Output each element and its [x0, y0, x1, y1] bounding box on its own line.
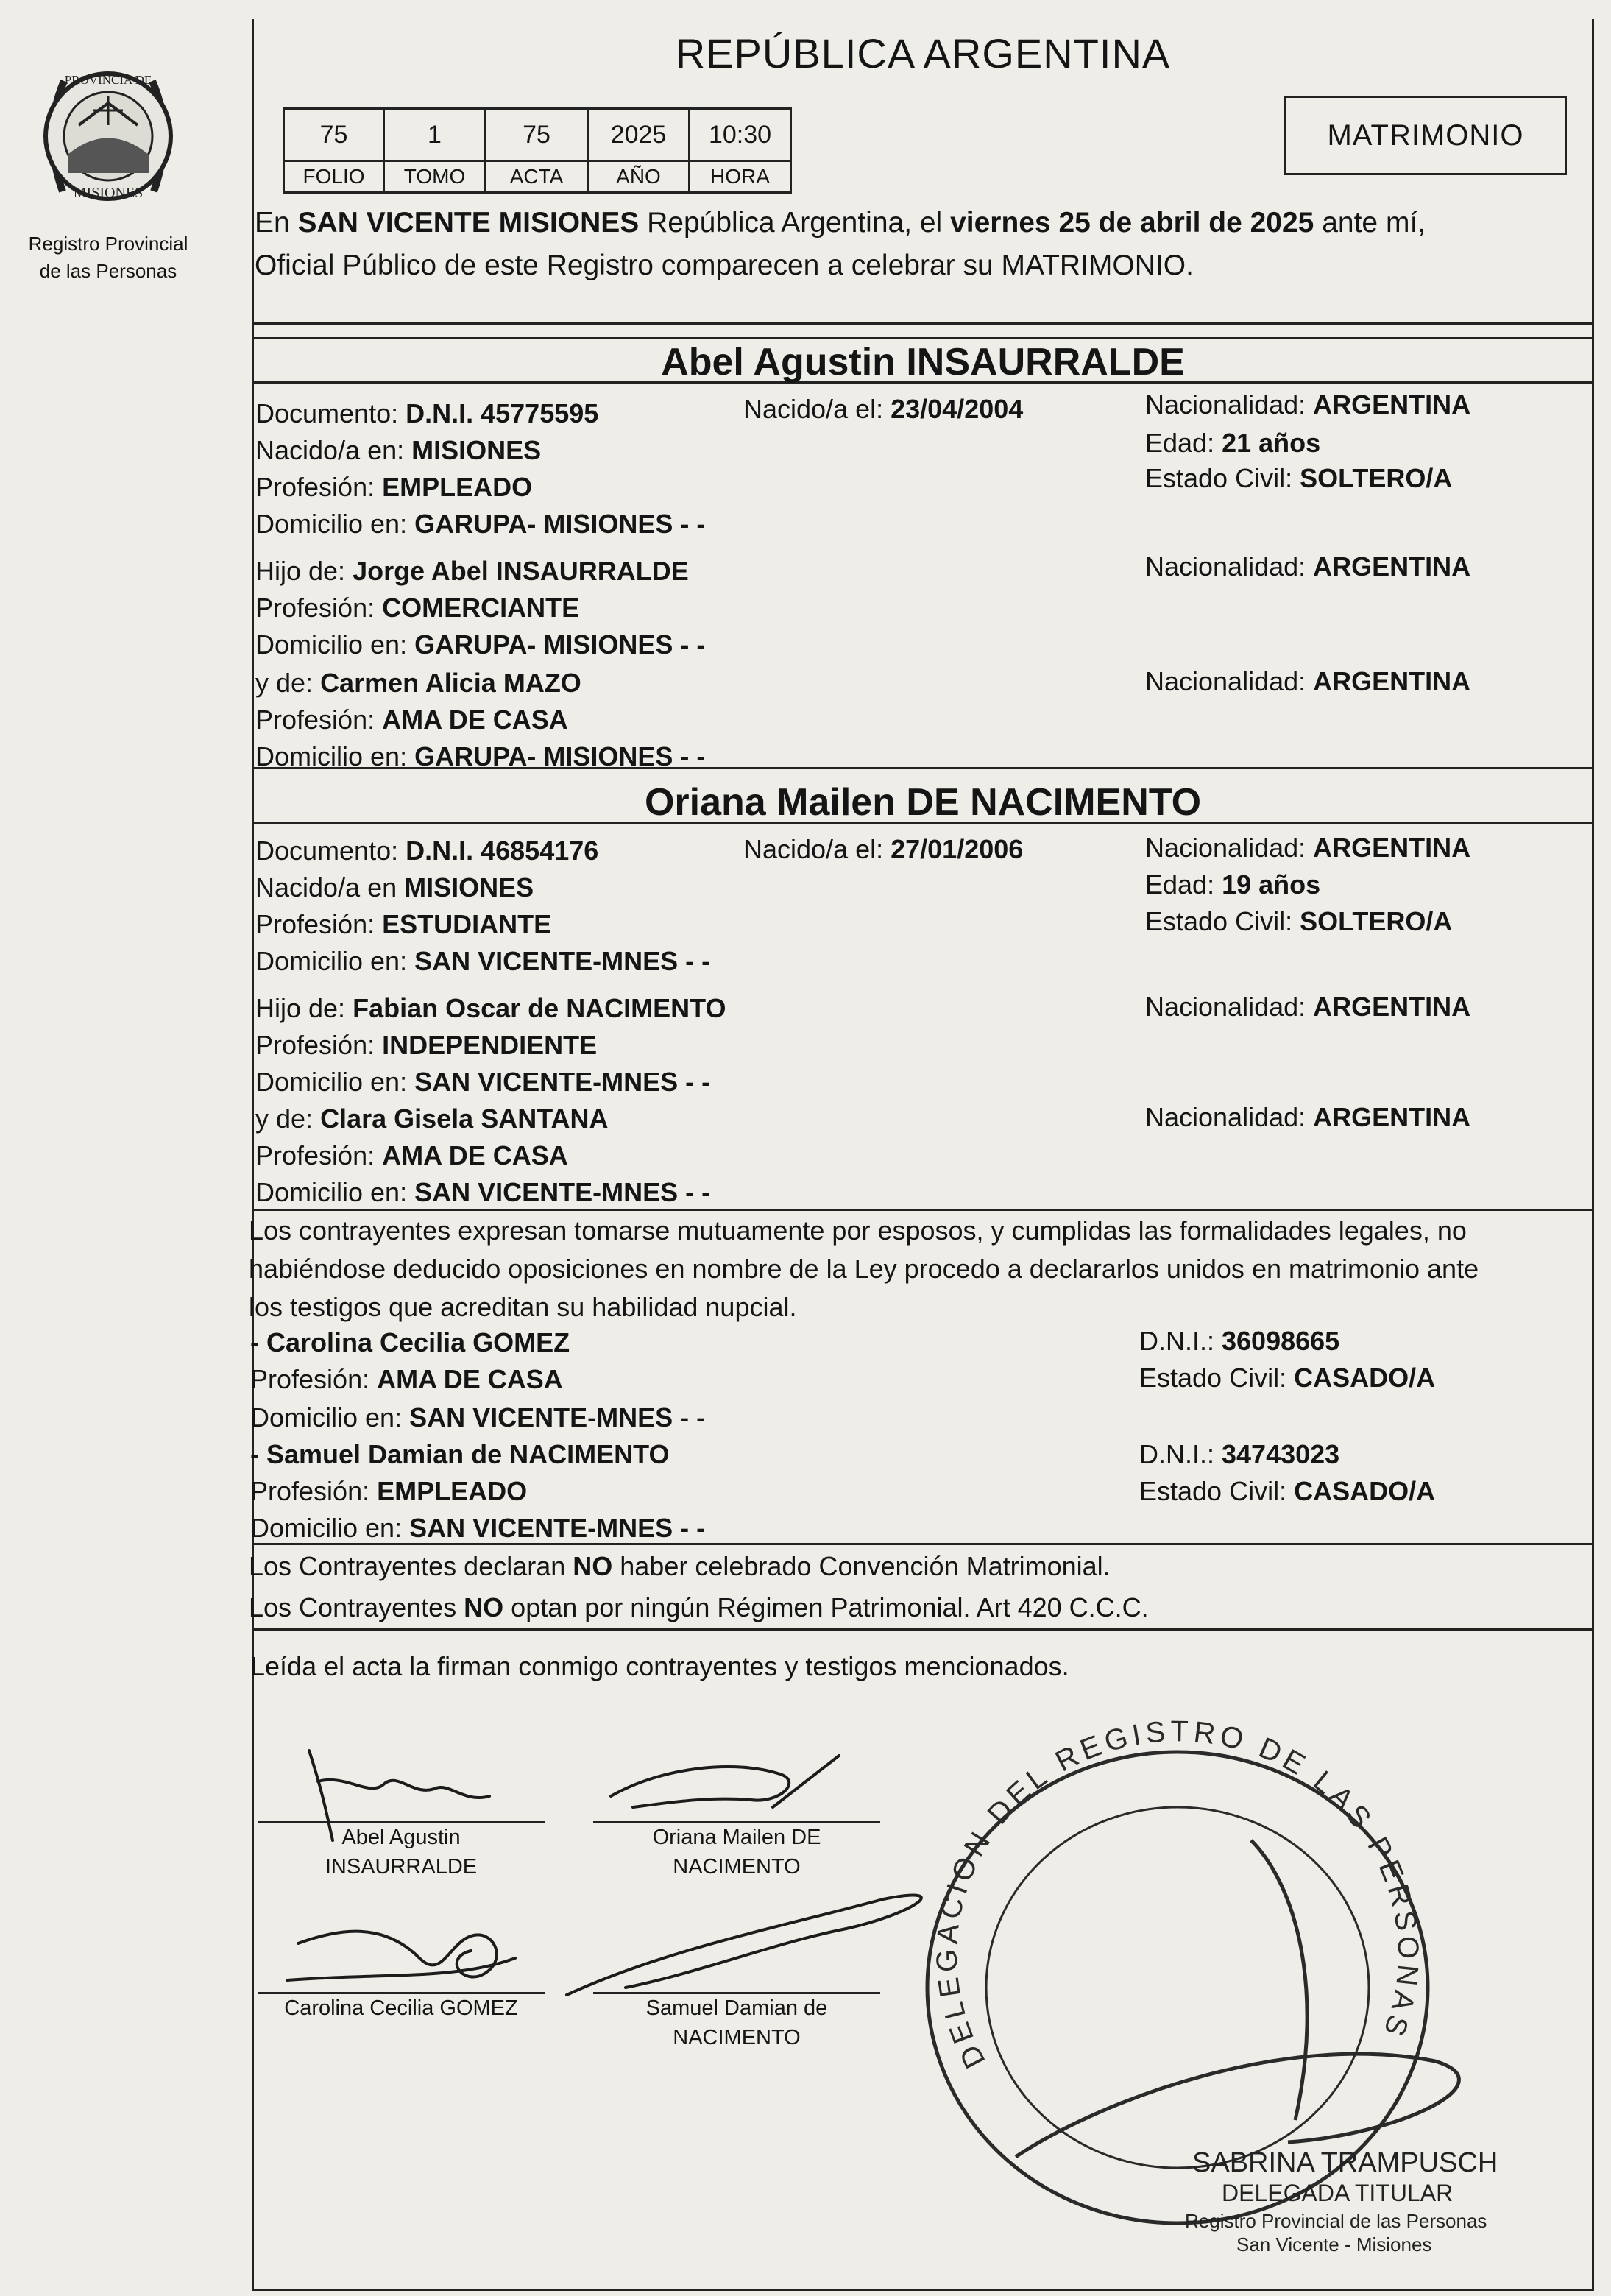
groom-mother-nationality: Nacionalidad: ARGENTINA — [1145, 666, 1471, 696]
witness-2-dni: D.N.I.: 34743023 — [1139, 1439, 1340, 1469]
anio-label: AÑO — [588, 161, 690, 193]
groom-mother-address: Domicilio en: GARUPA- MISIONES - - — [255, 741, 706, 771]
bride-father: Hijo de: Fabian Oscar de NACIMENTO — [255, 993, 726, 1023]
signature-name: Samuel Damian de — [645, 1996, 828, 2020]
witness-1-address: Domicilio en: SAN VICENTE-MNES - - — [250, 1402, 706, 1433]
bride-father-address: Domicilio en: SAN VICENTE-MNES - - — [255, 1067, 711, 1097]
bride-father-profession: Profesión: INDEPENDIENTE — [255, 1030, 598, 1060]
seal-text-top: PROVINCIA DE — [64, 73, 152, 87]
intro-text: ante mí, — [1314, 207, 1426, 239]
witness-1-civil-status: Estado Civil: CASADO/A — [1139, 1363, 1436, 1393]
groom-father-address: Domicilio en: GARUPA- MISIONES - - — [255, 629, 706, 660]
signature-name: NACIMENTO — [673, 2026, 801, 2049]
stamp-role: DELEGADA TITULAR — [1222, 2180, 1454, 2206]
groom-father-nationality: Nacionalidad: ARGENTINA — [1145, 551, 1471, 582]
divider — [252, 1628, 1594, 1631]
signature-label-groom — [258, 1823, 545, 1882]
divider — [252, 1209, 1594, 1211]
stamp-location: San Vicente - Misiones — [1236, 2233, 1432, 2256]
intro-text: República Argentina, el — [639, 207, 951, 239]
witness-2-profession: Profesión: EMPLEADO — [250, 1476, 528, 1506]
seal-text-bottom: MISIONES — [73, 185, 144, 201]
acta-label: ACTA — [486, 161, 588, 193]
witness-2-civil-status: Estado Civil: CASADO/A — [1139, 1476, 1436, 1506]
groom-mother-profession: Profesión: AMA DE CASA — [255, 704, 568, 735]
signature-name: Carolina Cecilia GOMEZ — [284, 1996, 518, 2020]
hora-label: HORA — [690, 161, 791, 193]
province-emblem — [16, 52, 200, 283]
misiones-seal-icon — [27, 52, 189, 228]
hora-value: 10:30 — [690, 109, 791, 161]
bride-document: Documento: D.N.I. 46854176 — [255, 836, 599, 866]
tomo-value: 1 — [384, 109, 486, 161]
convention-statement: Los Contrayentes declaran NO haber celebrado Convención Matrimonial. — [249, 1551, 1111, 1581]
office-line-1: Registro Provincial — [28, 233, 188, 255]
bride-name: Oriana Mailen DE NACIMENTO — [644, 781, 1202, 824]
bride-mother: y de: Clara Gisela SANTANA — [255, 1103, 609, 1134]
divider — [252, 322, 1594, 325]
witness-1-profession: Profesión: AMA DE CASA — [250, 1364, 563, 1394]
bride-father-nationality: Nacionalidad: ARGENTINA — [1145, 992, 1471, 1022]
groom-age: Edad: 21 años — [1145, 428, 1321, 458]
bride-address: Domicilio en: SAN VICENTE-MNES - - — [255, 946, 711, 976]
witness-2-name: - Samuel Damian de NACIMENTO — [250, 1439, 670, 1469]
signature-label-witness-1 — [258, 1993, 545, 2023]
record-type-box — [1284, 96, 1567, 175]
bride-civil-status: Estado Civil: SOLTERO/A — [1145, 906, 1453, 936]
bride-mother-address: Domicilio en: SAN VICENTE-MNES - - — [255, 1177, 711, 1207]
declaration-line: Los contrayentes expresan tomarse mutuamente por esposos, y cumplidas las formalidades legales, no — [249, 1215, 1467, 1246]
bride-born-in: Nacido/a en MISIONES — [255, 872, 534, 902]
witness-1-dni: D.N.I.: 36098665 — [1139, 1326, 1340, 1356]
tomo-label: TOMO — [384, 161, 486, 193]
folio-value: 75 — [284, 109, 384, 161]
stamp-ring-text: DELEGACION DEL REGISTRO DE LAS PERSONAS — [930, 1715, 1425, 2074]
groom-born-on: Nacido/a el: 23/04/2004 — [743, 394, 1024, 424]
office-line-2: de las Personas — [39, 260, 177, 282]
bride-mother-profession: Profesión: AMA DE CASA — [255, 1140, 568, 1170]
bride-nationality: Nacionalidad: ARGENTINA — [1145, 833, 1471, 863]
groom-civil-status: Estado Civil: SOLTERO/A — [1145, 463, 1453, 493]
divider — [252, 337, 1594, 339]
record-meta-table — [283, 107, 792, 194]
signature-name: Oriana Mailen DE — [652, 1826, 821, 1849]
groom-father-profession: Profesión: COMERCIANTE — [255, 593, 580, 623]
folio-label: FOLIO — [284, 161, 384, 193]
declaration-line: los testigos que acreditan su habilidad nupcial. — [249, 1292, 797, 1322]
bride-profession: Profesión: ESTUDIANTE — [255, 909, 552, 939]
intro-paragraph — [255, 202, 1587, 287]
bride-age: Edad: 19 años — [1145, 869, 1321, 900]
acta-value: 75 — [486, 109, 588, 161]
stamp-officer: SABRINA TRAMPUSCH — [1192, 2147, 1498, 2178]
record-type: MATRIMONIO — [1327, 119, 1524, 152]
signature-name: INSAURRALDE — [325, 1855, 478, 1879]
groom-nationality: Nacionalidad: ARGENTINA — [1145, 389, 1471, 420]
signature-name: NACIMENTO — [673, 1855, 801, 1879]
signature-label-bride — [593, 1823, 880, 1882]
regime-statement: Los Contrayentes NO optan por ningún Régimen Patrimonial. Art 420 C.C.C. — [249, 1592, 1149, 1622]
groom-father: Hijo de: Jorge Abel INSAURRALDE — [255, 556, 689, 586]
groom-born-in: Nacido/a en: MISIONES — [255, 435, 542, 465]
anio-value: 2025 — [588, 109, 690, 161]
intro-place: SAN VICENTE MISIONES — [297, 207, 640, 239]
groom-name: Abel Agustin INSAURRALDE — [661, 341, 1185, 384]
witness-1-name: - Carolina Cecilia GOMEZ — [250, 1327, 570, 1357]
groom-mother: y de: Carmen Alicia MAZO — [255, 668, 581, 698]
groom-document: Documento: D.N.I. 45775595 — [255, 398, 599, 428]
country-title: REPÚBLICA ARGENTINA — [675, 30, 1171, 77]
witness-2-address: Domicilio en: SAN VICENTE-MNES - - — [250, 1513, 706, 1543]
stamp-office: Registro Provincial de las Personas — [1185, 2210, 1487, 2232]
declaration-line: habiéndose deducido oposiciones en nombre de la Ley procedo a declararlos unidos en matrimonio ante — [249, 1254, 1479, 1284]
signature-label-witness-2 — [593, 1993, 880, 2052]
signature-name: Abel Agustin — [341, 1826, 461, 1849]
declaration-paragraph — [249, 1212, 1596, 1327]
groom-address: Domicilio en: GARUPA- MISIONES - - — [255, 509, 706, 539]
groom-profession: Profesión: EMPLEADO — [255, 472, 533, 502]
intro-line-2: Oficial Público de este Registro comparecen a celebrar su MATRIMONIO. — [255, 250, 1194, 281]
bride-mother-nationality: Nacionalidad: ARGENTINA — [1145, 1102, 1471, 1132]
bride-born-on: Nacido/a el: 27/01/2006 — [743, 834, 1024, 864]
intro-text: En — [255, 207, 298, 239]
intro-date: viernes 25 de abril de 2025 — [950, 207, 1314, 239]
closing-statement: Leída el acta la firman conmigo contrayentes y testigos mencionados. — [250, 1651, 1069, 1681]
